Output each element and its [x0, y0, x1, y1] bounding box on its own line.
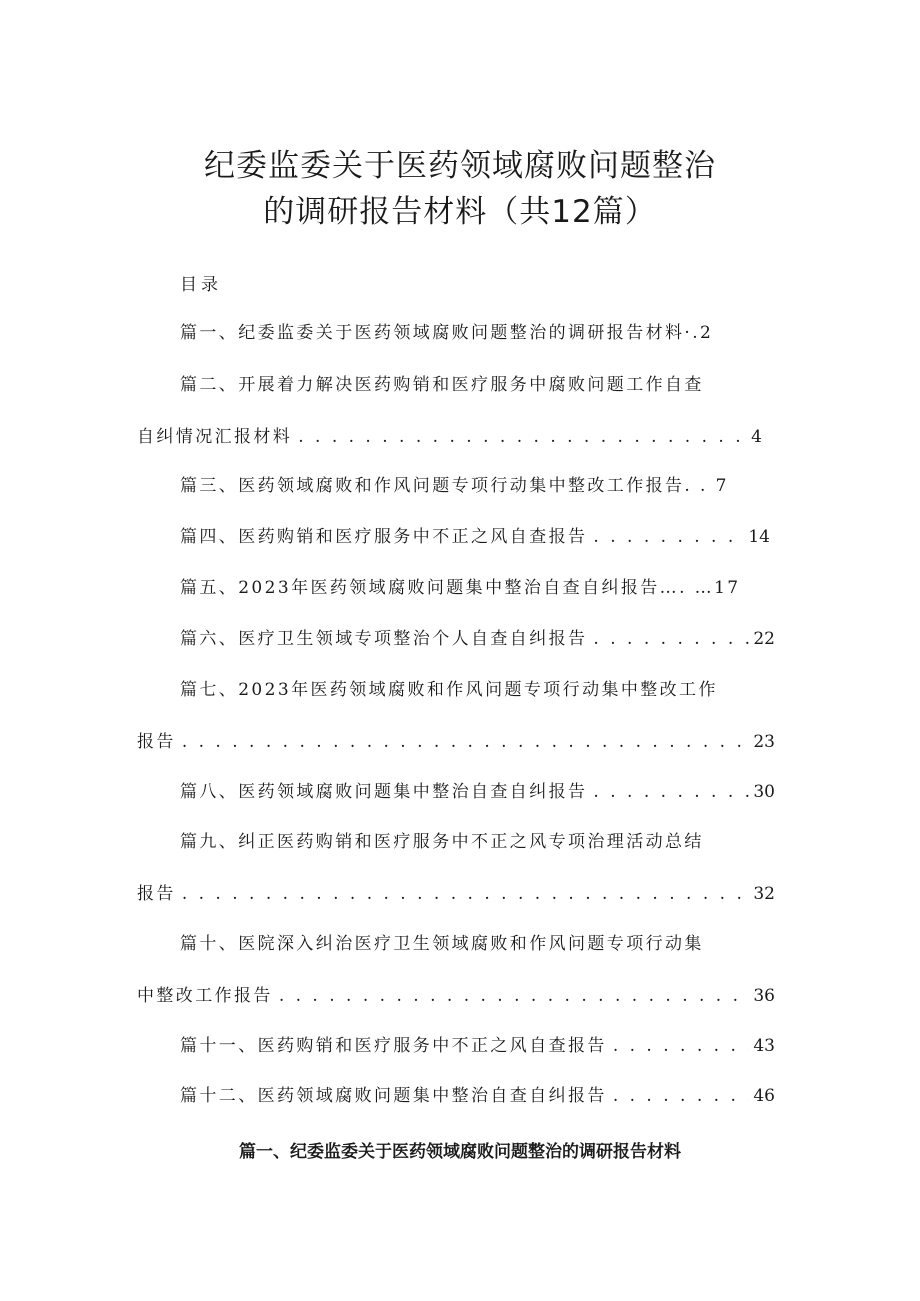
toc-entry-text: 篇十一、医药购销和医疗服务中不正之风自查报告 [180, 1036, 607, 1056]
toc-leader-dots [613, 1033, 750, 1059]
toc-leader-dots [182, 881, 750, 907]
toc-heading: 目录 [180, 275, 222, 295]
toc-entry-text: 篇二、开展着力解决医药购销和医疗服务中腐败问题工作自查 [180, 375, 704, 395]
toc-entry[interactable] [180, 829, 704, 855]
toc-leader-dots [593, 626, 749, 652]
section-heading: 篇一、纪委监委关于医药领域腐败问题整治的调研报告材料 [239, 1142, 681, 1162]
toc-entry-text: 篇十二、医药领域腐败问题集中整治自查自纠报告 [180, 1086, 607, 1106]
toc-page-number: 23 [753, 732, 775, 752]
toc-entry[interactable] [180, 575, 741, 601]
toc-entry[interactable] [137, 729, 775, 755]
toc-entry-text: 篇九、纠正医药购销和医疗服务中不正之风专项治理活动总结 [180, 832, 704, 852]
toc-page-number: 32 [753, 884, 775, 904]
toc-page-number: 22 [753, 629, 775, 649]
toc-entry[interactable] [137, 983, 775, 1009]
toc-page-number: 36 [753, 986, 775, 1006]
toc-entry[interactable] [180, 473, 729, 499]
toc-entry-text: 报告 [137, 732, 176, 752]
toc-page-number: 14 [748, 527, 770, 547]
toc-entry-text: 篇十、医院深入纠治医疗卫生领域腐败和作风问题专项行动集 [180, 934, 704, 954]
toc-page-number: 30 [753, 782, 775, 802]
toc-entry[interactable] [180, 1033, 775, 1059]
toc-leader-dots [613, 1083, 750, 1109]
toc-entry-text: 自纠情况汇报材料 [137, 427, 293, 447]
toc-entry[interactable] [137, 881, 775, 907]
toc-leader-dots [593, 524, 744, 550]
toc-entry[interactable] [180, 677, 718, 703]
toc-entry-text: 中整改工作报告 [137, 986, 273, 1006]
toc-entry[interactable] [180, 524, 770, 550]
document-title-line-2: 的调研报告材料（共12篇） [263, 194, 657, 230]
toc-leader-dots [279, 983, 750, 1009]
toc-entry[interactable] [180, 626, 775, 652]
toc-page-number: 46 [753, 1086, 775, 1106]
toc-leader-dots [298, 424, 747, 450]
toc-entry[interactable] [180, 931, 704, 957]
toc-entry-text: 报告 [137, 884, 176, 904]
toc-entry-text: 篇六、医疗卫生领域专项整治个人自查自纠报告 [180, 629, 588, 649]
toc-entry[interactable] [137, 424, 762, 450]
toc-entry-text: 篇七、2023年医药领域腐败和作风问题专项行动集中整改工作 [180, 680, 718, 700]
toc-leader-dots [593, 779, 749, 805]
toc-entry[interactable] [180, 779, 775, 805]
document-title-line-1: 纪委监委关于医药领域腐败问题整治 [204, 148, 716, 184]
toc-entry[interactable] [180, 320, 713, 346]
toc-entry-text: 篇四、医药购销和医疗服务中不正之风自查报告 [180, 527, 588, 547]
toc-leader-dots [182, 729, 750, 755]
toc-entry-text: 篇八、医药领域腐败问题集中整治自查自纠报告 [180, 782, 588, 802]
toc-entry-text: 篇一、纪委监委关于医药领域腐败问题整治的调研报告材料·.2 [180, 323, 714, 343]
toc-entry-text: 篇三、医药领域腐败和作风问题专项行动集中整改工作报告. . 7 [180, 476, 729, 496]
toc-page-number: 43 [753, 1036, 775, 1056]
toc-entry-text: 篇五、2023年医药领域腐败问题集中整治自查自纠报告…. …17 [180, 578, 741, 598]
toc-entry[interactable] [180, 1083, 775, 1109]
toc-page-number: 4 [751, 427, 762, 447]
toc-entry[interactable] [180, 372, 704, 398]
